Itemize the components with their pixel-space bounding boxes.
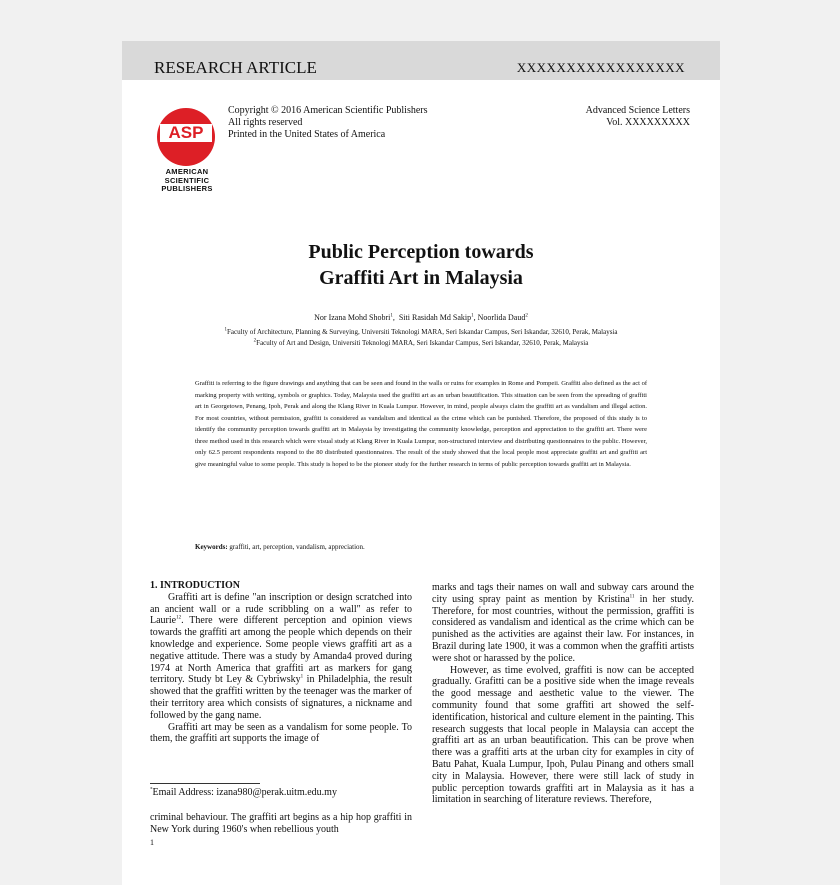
journal-name: Advanced Science Letters [585, 105, 690, 116]
column-left-continued [150, 812, 412, 836]
title-line1: Public Perception towards [308, 241, 534, 263]
affiliation-1-text: Faculty of Architecture, Planning & Surveying, Universiti Teknologi MARA, Seri Iskandar Campus, Seri Iskandar, 32610, Perak, Malaysia [227, 328, 618, 336]
author-3: Noorlida Daud [477, 313, 526, 322]
publisher-logo [154, 108, 220, 194]
intro-paragraph-2: Graffiti art may be seen as a vandalism for some people. To them, the graffiti art supports the image of [150, 721, 412, 745]
copyright-line1: Copyright © 2016 American Scientific Publishers [228, 105, 428, 116]
intro-p1c-text: in Philadelphia, the result showed that the graffiti written by the teenager was the marker of their territory area which consists of signatures, a nickname and followed by the gang name. [150, 674, 412, 721]
logo-line3: PUBLISHERS [161, 184, 213, 193]
author-1: Nor Izana Mohd Shobri [314, 313, 391, 322]
copyright-line2: All rights reserved [228, 117, 303, 128]
header-bar [122, 41, 720, 80]
author-2-sup: 1 [471, 313, 474, 319]
author-list: Nor Izana Mohd Shobri$^1$, Siti Rasidah Md Sakip$^1$, Noorlida Daud$^2$ [314, 313, 528, 322]
keywords [195, 543, 365, 551]
paper-title [122, 239, 720, 291]
author-3-sup: 2 [525, 313, 528, 319]
intro-p1b-text: . There were different perception and opinion views towards the graffiti art among the people which depends on their knowledge and experience. Some people views graffiti art as a negative attitude. There was a study by Amanda4 proved during 1974 at North America that graffiti art as markers for gang territory. Study bt Ley & Cybriwsky [150, 615, 412, 686]
footnote-text: Email Address: izana980@perak.uitm.edu.my [152, 787, 337, 798]
intro-paragraph-3: criminal behaviour. The graffiti art begins as a hip hop graffiti in New York during 1960's when rebellious youth [150, 812, 412, 835]
col2-paragraph-2: However, as time evolved, graffiti is now can be accepted gradually. Grafitti can be a positive side when the image reveals the good message and aesthetic value to the viewer. The community found that some graffiti art showed the self-identification, historical and culture element in the painting. This research suggests that local people in Malaysia can accept the graffiti art as an urban beautification. This can be prove when there was a graffiti arts at the urban city for examples in city of Batu Pahat, Kuala Lumpur, Ipoh, Pulau Pinang and others small city in Malaysia. However, there were still lack of study in public perception towards graffiti art in Malaysia as it has a limitation in searching of literature reviews. Therefore, [432, 664, 694, 806]
column-right [432, 582, 694, 806]
logo-line2: SCIENTIFIC [164, 175, 210, 185]
col2-p1-sup: 11 [629, 594, 635, 600]
copyright-block [228, 105, 428, 141]
keywords-text: graffiti, art, perception, vandalism, appreciation. [229, 543, 365, 551]
intro-p1b-sup: 1 [300, 675, 304, 681]
paper-page [122, 41, 720, 885]
page-number: 1 [150, 838, 154, 847]
title-line2: Graffiti Art in Malaysia [319, 267, 523, 289]
logo-abbr: ASP [160, 124, 212, 142]
logo-line1: AMERICAN [165, 167, 209, 176]
logo-text [154, 168, 220, 194]
section-heading: 1. INTRODUCTION [150, 580, 241, 591]
affiliation-2-text: Faculty of Art and Design, Universiti Teknologi MARA, Seri Iskandar Campus, Seri Iskandar, 32610, Perak, Malaysia [256, 339, 589, 347]
journal-block [586, 105, 690, 129]
author-1-sup: 1 [390, 313, 393, 319]
volume-placeholder: XXXXXXXXXXXXXXXXX [516, 60, 685, 75]
author-2: Siti Rasidah Md Sakip [398, 313, 472, 322]
column-left [150, 580, 412, 745]
affiliation-2-sup: 2 [253, 338, 257, 344]
intro-p1-sup: 12 [176, 616, 182, 622]
keywords-label: Keywords: [195, 543, 228, 551]
footnote-sup: * [150, 787, 153, 793]
col2-paragraph-1 [432, 582, 694, 665]
article-type: RESEARCH ARTICLE [154, 58, 317, 77]
intro-p1-text: Graffiti art is define "an inscription or design scratched into an ancient wall or a rude scribbling on a wall" as refer to Laurie [150, 591, 412, 627]
abstract: Graffiti is referring to the figure drawings and anything that can be seen and found in the walls or ruins for examples in Rome and Pompeii. Graffiti also defined as the act of marking property with writing, symbols or graphics. Today, Malaysia used the graffiti art as an urban beautification. This situation can be seen from the spreading of graffiti art in Georgetown, Penang, Ipoh, Perak and along the Klang River in Kuala Lumpur. However, in mind, people always claim the graffiti art as vandalism and illegal action. For most countries, without permission, graffiti is considered as vandalism and identical as the crime which can be punished. Therefore, the proposed of this study is to identify the community perception towards graffiti art in Malaysia by investigating the community knowledge, perception and appreciation to the graffiti art. There were three method used in this research which were visual study at Klang River in Kuala Lumpur, non-structured interview and distributing questionnaires to the public. However, only 62.5 percent respondents respond to the 80 distributed questionnaires. The result of the study showed that the local people most appreciate graffiti art and graffiti art give meaningful value to some people. This study is hoped to be the pioneer study for the further research in terms of public perception towards graffiti art in Malaysia. [195, 380, 647, 468]
logo-circle [157, 108, 215, 166]
footnote-rule [150, 783, 260, 784]
affiliation-2 [122, 339, 720, 347]
col2-p1b-text: in her study. Therefore, for most countries, without the permission, graffiti is considered as vandalism and identical as the crime which can be punished as the activities are against their law. For instances, in Brazil during late 1900, it was a common when the graffiti artists were shot or harassed by the police. [432, 593, 695, 664]
copyright-line3: Printed in the United States of America [228, 129, 386, 140]
affiliation-1-sup: 1 [224, 327, 228, 333]
footnote [150, 787, 337, 798]
journal-volume: Vol. XXXXXXXXX [606, 117, 690, 128]
intro-paragraph-1 [150, 592, 412, 722]
affiliation-1 [122, 328, 720, 336]
col2-p1-text: marks and tags their names on wall and subway cars around the city using spray paint as mention by Kristina [432, 582, 694, 605]
